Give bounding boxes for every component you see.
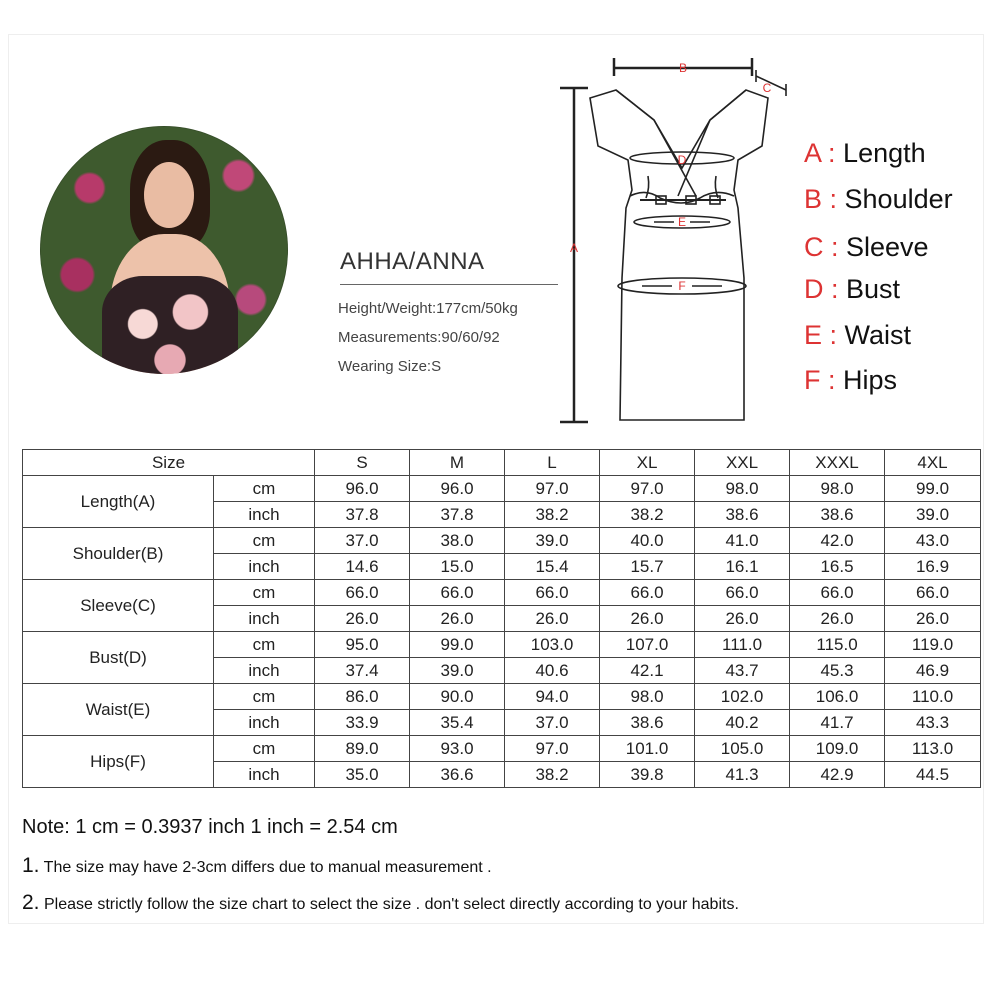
table-row [23, 684, 981, 710]
size-header-cell: Size [23, 450, 315, 476]
cm-value-cell: 103.0 [505, 632, 600, 658]
cm-value-cell: 113.0 [885, 736, 981, 762]
cm-value-cell: 98.0 [695, 476, 790, 502]
cm-value-cell: 96.0 [410, 476, 505, 502]
diagram-label-b: B [678, 61, 688, 75]
unit-inch-label: inch [214, 606, 315, 632]
model-name-underline [340, 284, 558, 285]
note-rule-2: 2. Please strictly follow the size chart to select the size . don't select directly according to your habits. [22, 891, 739, 914]
table-row [23, 476, 981, 502]
cm-value-cell: 102.0 [695, 684, 790, 710]
dress-measurement-diagram [550, 48, 800, 428]
inch-value-cell: 41.3 [695, 762, 790, 788]
measure-label: Length(A) [23, 476, 214, 528]
size-xxl-header: XXL [695, 450, 790, 476]
note-rule-1: 1. The size may have 2-3cm differs due to manual measurement . [22, 854, 492, 877]
model-height-weight: Height/Weight:177cm/50kg [338, 300, 518, 317]
unit-cm-label: cm [214, 476, 315, 502]
cm-value-cell: 119.0 [885, 632, 981, 658]
cm-value-cell: 109.0 [790, 736, 885, 762]
measure-label: Bust(D) [23, 632, 214, 684]
cm-value-cell: 66.0 [790, 580, 885, 606]
diagram-label-a: A [569, 241, 579, 255]
diagram-label-c: C [762, 81, 772, 95]
unit-cm-label: cm [214, 528, 315, 554]
size-4xl-header: 4XL [885, 450, 981, 476]
legend-bust: D : Bust [804, 274, 901, 304]
cm-value-cell: 105.0 [695, 736, 790, 762]
inch-value-cell: 16.5 [790, 554, 885, 580]
model-name: AHHA/ANNA [340, 248, 485, 275]
measure-label: Sleeve(C) [23, 580, 214, 632]
inch-value-cell: 40.6 [505, 658, 600, 684]
size-l-header: L [505, 450, 600, 476]
cm-value-cell: 38.0 [410, 528, 505, 554]
cm-value-cell: 66.0 [885, 580, 981, 606]
model-face [144, 162, 194, 228]
inch-value-cell: 36.6 [410, 762, 505, 788]
inch-value-cell: 35.0 [315, 762, 410, 788]
conversion-note: Note: 1 cm = 0.3937 inch 1 inch = 2.54 cm [22, 816, 398, 838]
unit-inch-label: inch [214, 762, 315, 788]
cm-value-cell: 66.0 [505, 580, 600, 606]
measure-label: Shoulder(B) [23, 528, 214, 580]
cm-value-cell: 89.0 [315, 736, 410, 762]
legend-hips: F : Hips [804, 365, 898, 395]
inch-value-cell: 16.9 [885, 554, 981, 580]
cm-value-cell: 97.0 [505, 476, 600, 502]
cm-value-cell: 94.0 [505, 684, 600, 710]
cm-value-cell: 96.0 [315, 476, 410, 502]
inch-value-cell: 42.9 [790, 762, 885, 788]
cm-value-cell: 98.0 [600, 684, 695, 710]
inch-value-cell: 39.8 [600, 762, 695, 788]
inch-value-cell: 46.9 [885, 658, 981, 684]
inch-value-cell: 26.0 [695, 606, 790, 632]
unit-inch-label: inch [214, 502, 315, 528]
unit-inch-label: inch [214, 554, 315, 580]
model-dress [102, 276, 238, 374]
table-row [23, 580, 981, 606]
inch-value-cell: 38.2 [505, 502, 600, 528]
unit-inch-label: inch [214, 658, 315, 684]
cm-value-cell: 101.0 [600, 736, 695, 762]
inch-value-cell: 39.0 [885, 502, 981, 528]
inch-value-cell: 26.0 [790, 606, 885, 632]
model-wearing-size: Wearing Size:S [338, 358, 442, 375]
legend-sleeve: C : Sleeve [804, 232, 929, 262]
inch-value-cell: 15.7 [600, 554, 695, 580]
table-row [23, 736, 981, 762]
table-header-row [23, 450, 981, 476]
inch-value-cell: 37.8 [315, 502, 410, 528]
inch-value-cell: 38.2 [600, 502, 695, 528]
cm-value-cell: 95.0 [315, 632, 410, 658]
size-xl-header: XL [600, 450, 695, 476]
inch-value-cell: 38.6 [790, 502, 885, 528]
cm-value-cell: 66.0 [315, 580, 410, 606]
cm-value-cell: 86.0 [315, 684, 410, 710]
diagram-label-e: E [677, 215, 687, 229]
cm-value-cell: 66.0 [410, 580, 505, 606]
cm-value-cell: 93.0 [410, 736, 505, 762]
cm-value-cell: 111.0 [695, 632, 790, 658]
cm-value-cell: 107.0 [600, 632, 695, 658]
inch-value-cell: 42.1 [600, 658, 695, 684]
legend-shoulder: B : Shoulder [804, 184, 953, 214]
inch-value-cell: 15.4 [505, 554, 600, 580]
diagram-label-d: D [677, 153, 687, 167]
inch-value-cell: 37.8 [410, 502, 505, 528]
cm-value-cell: 39.0 [505, 528, 600, 554]
cm-value-cell: 90.0 [410, 684, 505, 710]
cm-value-cell: 106.0 [790, 684, 885, 710]
cm-value-cell: 41.0 [695, 528, 790, 554]
model-photo [40, 126, 288, 374]
cm-value-cell: 115.0 [790, 632, 885, 658]
size-xxxl-header: XXXL [790, 450, 885, 476]
unit-cm-label: cm [214, 580, 315, 606]
legend-waist: E : Waist [804, 320, 912, 350]
inch-value-cell: 26.0 [885, 606, 981, 632]
inch-value-cell: 38.6 [600, 710, 695, 736]
unit-inch-label: inch [214, 710, 315, 736]
unit-cm-label: cm [214, 736, 315, 762]
inch-value-cell: 26.0 [315, 606, 410, 632]
inch-value-cell: 14.6 [315, 554, 410, 580]
measure-label: Hips(F) [23, 736, 214, 788]
cm-value-cell: 37.0 [315, 528, 410, 554]
inch-value-cell: 45.3 [790, 658, 885, 684]
size-chart-table [22, 449, 981, 788]
inch-value-cell: 38.2 [505, 762, 600, 788]
table-row [23, 528, 981, 554]
size-m-header: M [410, 450, 505, 476]
cm-value-cell: 110.0 [885, 684, 981, 710]
inch-value-cell: 26.0 [600, 606, 695, 632]
model-measurements: Measurements:90/60/92 [338, 329, 500, 346]
cm-value-cell: 98.0 [790, 476, 885, 502]
inch-value-cell: 15.0 [410, 554, 505, 580]
cm-value-cell: 66.0 [600, 580, 695, 606]
inch-value-cell: 40.2 [695, 710, 790, 736]
cm-value-cell: 43.0 [885, 528, 981, 554]
cm-value-cell: 97.0 [600, 476, 695, 502]
inch-value-cell: 43.3 [885, 710, 981, 736]
inch-value-cell: 35.4 [410, 710, 505, 736]
legend-length: A : Length [804, 138, 926, 168]
inch-value-cell: 33.9 [315, 710, 410, 736]
inch-value-cell: 37.0 [505, 710, 600, 736]
unit-cm-label: cm [214, 632, 315, 658]
inch-value-cell: 38.6 [695, 502, 790, 528]
inch-value-cell: 26.0 [410, 606, 505, 632]
inch-value-cell: 41.7 [790, 710, 885, 736]
diagram-label-f: F [678, 279, 686, 293]
inch-value-cell: 43.7 [695, 658, 790, 684]
size-s-header: S [315, 450, 410, 476]
unit-cm-label: cm [214, 684, 315, 710]
cm-value-cell: 97.0 [505, 736, 600, 762]
measure-label: Waist(E) [23, 684, 214, 736]
inch-value-cell: 44.5 [885, 762, 981, 788]
table-row [23, 632, 981, 658]
cm-value-cell: 40.0 [600, 528, 695, 554]
cm-value-cell: 99.0 [410, 632, 505, 658]
inch-value-cell: 37.4 [315, 658, 410, 684]
cm-value-cell: 66.0 [695, 580, 790, 606]
cm-value-cell: 99.0 [885, 476, 981, 502]
inch-value-cell: 26.0 [505, 606, 600, 632]
inch-value-cell: 39.0 [410, 658, 505, 684]
cm-value-cell: 42.0 [790, 528, 885, 554]
inch-value-cell: 16.1 [695, 554, 790, 580]
